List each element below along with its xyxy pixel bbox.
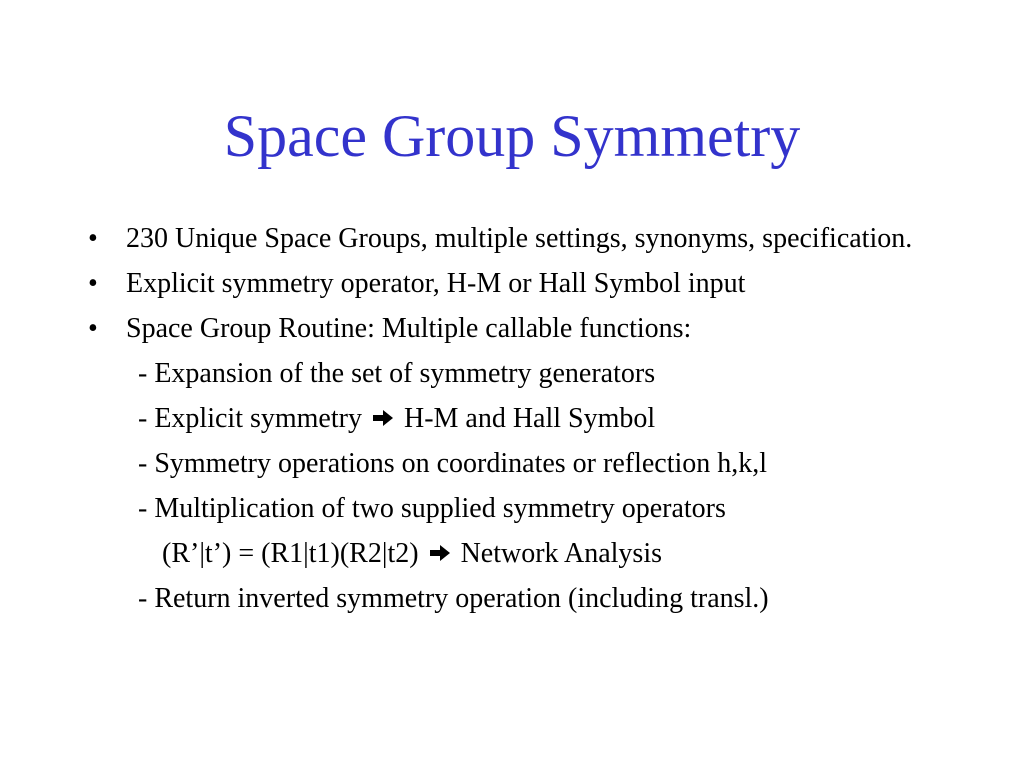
bullet-item	[0, 267, 926, 301]
bullet-marker: •	[88, 313, 98, 344]
bullet-item	[0, 222, 926, 256]
sub-item-text: - Expansion of the set of symmetry generators	[138, 358, 656, 389]
slide-body	[0, 222, 1024, 627]
sub-item-text: - Explicit symmetry	[138, 403, 362, 434]
sub-item-explicit	[0, 402, 1024, 436]
sub-item-text: - Multiplication of two supplied symmetry operators	[138, 493, 726, 524]
bullet-marker: •	[88, 223, 98, 254]
sub-item-text: - Return inverted symmetry operation (including transl.)	[138, 583, 769, 614]
formula-result: Network Analysis	[460, 538, 663, 569]
bullet-text: Explicit symmetry operator, H-M or Hall Symbol input	[126, 268, 746, 299]
sub-item-formula	[0, 537, 1024, 571]
bullet-marker: •	[88, 268, 98, 299]
bullet-text: Space Group Routine: Multiple callable functions:	[126, 313, 692, 344]
sub-item-expansion	[0, 357, 1024, 391]
formula-text: (R’|t’) = (R1|t1)(R2|t2)	[162, 538, 419, 569]
sub-item-text: - Symmetry operations on coordinates or reflection h,k,l	[138, 448, 768, 479]
sub-item-text: H-M and Hall Symbol	[403, 403, 656, 434]
right-arrow-icon	[428, 543, 452, 563]
bullet-text: 230 Unique Space Groups, multiple settings, synonyms, specification.	[126, 223, 913, 254]
sub-item-inverse	[0, 582, 1024, 616]
slide-title: Space Group Symmetry	[223, 103, 801, 169]
sub-item-multiplication	[0, 492, 1024, 526]
sub-item-operations	[0, 447, 1024, 481]
bullet-item	[0, 312, 926, 346]
right-arrow-icon	[371, 408, 395, 428]
